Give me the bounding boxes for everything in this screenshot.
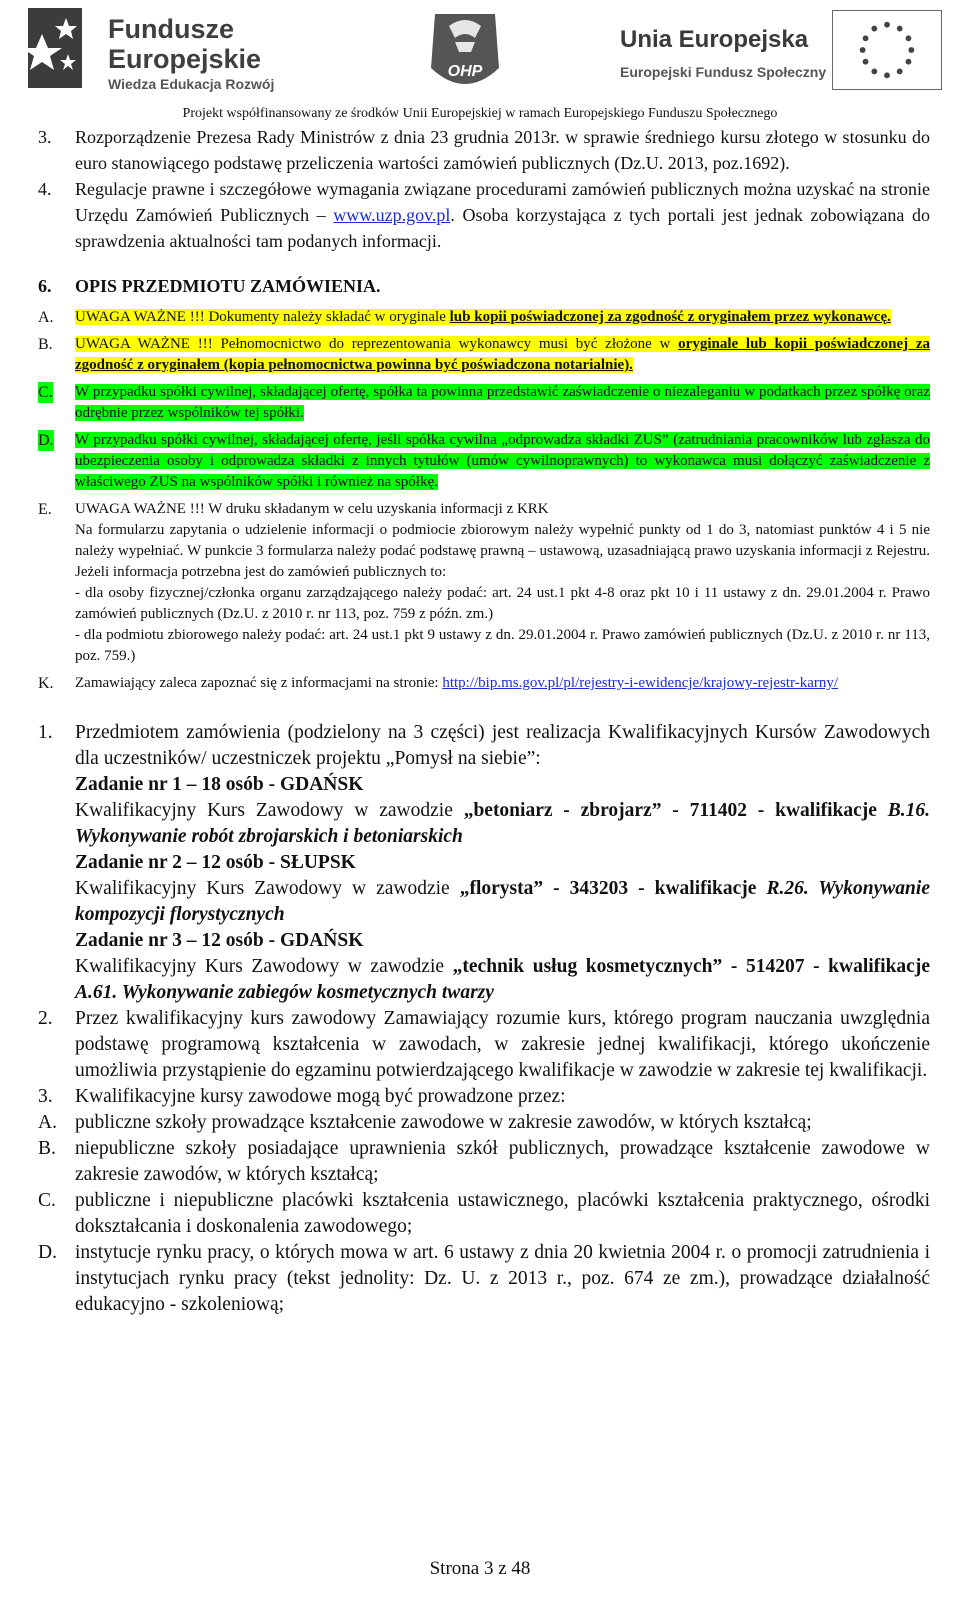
ue-title: Unia Europejska [620, 26, 809, 53]
item-text-after: . Osoba korzystająca z tych portali jest jednak zobowiązana do sprawdzenia aktualności tam podanych informacji. [75, 205, 930, 251]
note-a [38, 307, 930, 328]
task-3-desc [75, 954, 930, 1006]
item-text: publiczne szkoły prowadzące kształcenie zawodowe w zakresie zawodów, w których kształcą; [75, 1112, 812, 1133]
list-item [38, 1084, 930, 1110]
fe-title-line2: Europejskie [108, 44, 262, 74]
task-desc-bold: „betoniarz - zbrojarz” - 711402 - kwalifikacje [463, 800, 888, 821]
note-text [75, 336, 930, 373]
krk-entity-basis: - dla podmiotu zbiorowego należy podać: art. 24 ust.1 pkt 9 ustawy z dn. 29.01.2004 r. Prawo zamówień publicznych (Dz.U. z 2010 r. nr 113, poz. 759.) [75, 627, 930, 664]
section-heading [38, 276, 930, 297]
task-3-title: Zadanie nr 3 – 12 osób - GDAŃSK [75, 930, 364, 951]
fe-title-line1: Fundusze [108, 14, 234, 44]
note-e [38, 499, 930, 520]
note-c [38, 382, 930, 424]
list-item [38, 1006, 930, 1084]
item-text: instytucje rynku pracy, o których mowa w art. 6 ustawy z dnia 20 kwietnia 2004 r. o promocji zatrudnienia i instytucjach rynku pracy (tekst jednolity: Dz. U. z 2013 r., poz. 674 ze zm.), prowadzące działalność edukacyjno - szkoleniową; [75, 1242, 930, 1315]
list-item [38, 176, 930, 254]
section-number: 6. [38, 276, 52, 296]
page-header [0, 0, 960, 100]
task-desc-bold: „florysta” - 343203 - kwalifikacje [459, 878, 767, 899]
item-text: Kwalifikacyjne kursy zawodowe mogą być prowadzone przez: [75, 1086, 566, 1107]
document-body [38, 124, 930, 1318]
item-number: 3. [38, 1086, 53, 1107]
ue-subtitle: Europejski Fundusz Społeczny [620, 64, 827, 80]
item-text: Przedmiotem zamówienia (podzielony na 3 części) jest realizacja Kwalifikacyjnych Kursów Zawodowych dla uczestników/ uczestniczek projektu „Pomysł na siebie”: [75, 722, 930, 769]
note-text: UWAGA WAŻNE !!! W druku składanym w celu uzyskania informacji z KRK [75, 501, 549, 517]
task-1-title: Zadanie nr 1 – 18 osób - GDAŃSK [75, 774, 364, 795]
item-letter: B. [38, 1138, 56, 1159]
project-cofinancing-line: Projekt współfinansowany ze środków Unii Europejskiej w ramach Europejskiego Funduszu Społecznego [182, 106, 778, 121]
note-plain-text: UWAGA WAŻNE !!! Dokumenty należy składać w oryginale [75, 309, 450, 325]
krk-link[interactable]: http://bip.ms.gov.pl/pl/rejestry-i-ewidencje/krajowy-rejestr-karny/ [442, 675, 839, 691]
item-number: 4. [38, 179, 52, 199]
note-letter: K. [38, 675, 54, 692]
task-desc-plain: Kwalifikacyjny Kurs Zawodowy w zawodzie [75, 878, 460, 899]
page-number: Strona 3 z 48 [429, 1558, 531, 1579]
list-item [38, 1110, 930, 1136]
item-letter: A. [38, 1112, 57, 1133]
note-text: W przypadku spółki cywilnej, składającej ofertę, jeśli spółka cywilna „odprowadza składki ZUS” (zatrudniania pracowników lub zgłasza do ubezpieczenia osoby i odprowadza składki z innych tytułów (umów cywilnoprawnych) to wykonawca musi dołączyć zaświadczenie z właściwego ZUS na wspólników spółki i również na spółkę. [75, 432, 930, 490]
task-desc-qualification: R.26. Wykonywanie kompozycji florystycznych [75, 878, 930, 925]
note-letter: D. [38, 432, 54, 449]
list-item [38, 1240, 930, 1318]
svg-text:OHP: OHP [447, 63, 483, 80]
item-letter: C. [38, 1190, 56, 1211]
unia-europejska-logo [620, 10, 945, 90]
krk-instructions: Na formularzu zapytania o udzielenie informacji o podmiocie zbiorowym należy wypełnić punkty od 1 do 3, natomiast punktów 4 i 5 nie należy wypełniać. W punkcie 3 formularza należy podać podstawę prawną – ustawową, uzasadniającą prawo uzyskania informacji z Rejestru. Jeżeli informacja potrzebna jest do zamówień publicznych to: [75, 522, 930, 580]
list-item [38, 1188, 930, 1240]
item-number: 1. [38, 722, 53, 743]
eu-flag-icon [832, 10, 942, 90]
fe-tagline: Wiedza Edukacja Rozwój [108, 76, 275, 92]
item-text: Rozporządzenie Prezesa Rady Ministrów z dnia 23 grudnia 2013r. w sprawie średniego kursu złotego w stosunku do euro stanowiącego podstawę przeliczenia wartości zamówień publicznych (Dz.U. 2013, poz.1692). [75, 127, 930, 173]
note-text: W przypadku spółki cywilnej, składającej ofertę, spółka ta powinna przedstawić zaświadczenie o niezaleganiu w podatkach przez spółkę oraz odrębnie przez wspólników tej spółki. [75, 384, 930, 421]
note-plain-text: UWAGA WAŻNE !!! Pełnomocnictwo do reprezentowania wykonawcy musi być złożone w [75, 336, 679, 352]
note-emphasis: oryginale lub kopii poświadczonej za zgodność z oryginałem (kopia pełnomocnictwa powinna być poświadczona notarialnie). [75, 336, 931, 373]
note-letter: E. [38, 501, 52, 518]
section-title: OPIS PRZEDMIOTU ZAMÓWIENIA. [75, 276, 381, 296]
krk-person-basis: - dla osoby fizycznej/członka organu zarządzającego należy podać: art. 24 ust.1 pkt 4-8 oraz pkt 10 i 11 ustawy z dn. 29.01.2004 r. Prawo zamówień publicznych (Dz.U. z 2010 r. nr 113, poz. 759 z późn. zm.) [75, 585, 930, 622]
task-desc-plain: Kwalifikacyjny Kurs Zawodowy w zawodzie [75, 956, 453, 977]
list-item [38, 720, 930, 1006]
item-text: Przez kwalifikacyjny kurs zawodowy Zamawiający rozumie kurs, którego program nauczania uwzględnia podstawę programową kształcenia w zawodach, w zakresie jednej kwalifikacji, którego ukończenie umożliwia przystąpienie do egzaminu potwierdzającego kwalifikacje w zawodzie w zakresie tej kwalifikacji. [75, 1008, 930, 1081]
uzp-link[interactable]: www.uzp.gov.pl [333, 205, 451, 225]
item-number: 3. [38, 127, 52, 147]
item-number: 2. [38, 1008, 53, 1029]
task-1-desc [75, 798, 930, 850]
note-letter: B. [38, 336, 53, 353]
note-letter: A. [38, 309, 54, 326]
note-k [38, 673, 930, 694]
task-desc-bold: „technik usług kosmetycznych” - 514207 - kwalifikacje [452, 956, 930, 977]
item-text: Regulacje prawne i szczegółowe wymagania związane procedurami zamówień publicznych można uzyskać na stronie Urzędu Zamówień Publicznych – [75, 179, 930, 225]
note-letter: C. [38, 384, 53, 401]
item-letter: D. [38, 1242, 57, 1263]
task-2-title: Zadanie nr 2 – 12 osób - SŁUPSK [75, 852, 356, 873]
note-text: Zamawiający zaleca zapoznać się z informacjami na stronie: [75, 675, 443, 691]
ohp-logo [425, 8, 505, 96]
task-2-desc [75, 876, 930, 928]
note-b [38, 334, 930, 376]
item-text: niepubliczne szkoły posiadające uprawnienia szkół publicznych, prowadzące kształcenie zawodowe w zakresie zawodów, w których kształcą; [75, 1138, 930, 1185]
note-emphasis: lub kopii poświadczonej za zgodność z oryginałem przez wykonawcę. [449, 309, 891, 325]
list-item [38, 124, 930, 176]
fe-stars-icon [20, 4, 92, 92]
list-item [38, 1136, 930, 1188]
task-desc-qualification: B.16. Wykonywanie robót zbrojarskich i betoniarskich [75, 800, 930, 847]
task-desc-qualification: A.61. Wykonywanie zabiegów kosmetycznych twarzy [75, 982, 494, 1003]
task-desc-plain: Kwalifikacyjny Kurs Zawodowy w zawodzie [75, 800, 464, 821]
note-d [38, 430, 930, 493]
note-text [75, 309, 891, 325]
item-text: publiczne i niepubliczne placówki kształcenia ustawicznego, placówki kształcenia praktycznego, ośrodki dokształcania i doskonalenia zawodowego; [75, 1190, 930, 1237]
fundusze-europejskie-logo [20, 4, 310, 96]
